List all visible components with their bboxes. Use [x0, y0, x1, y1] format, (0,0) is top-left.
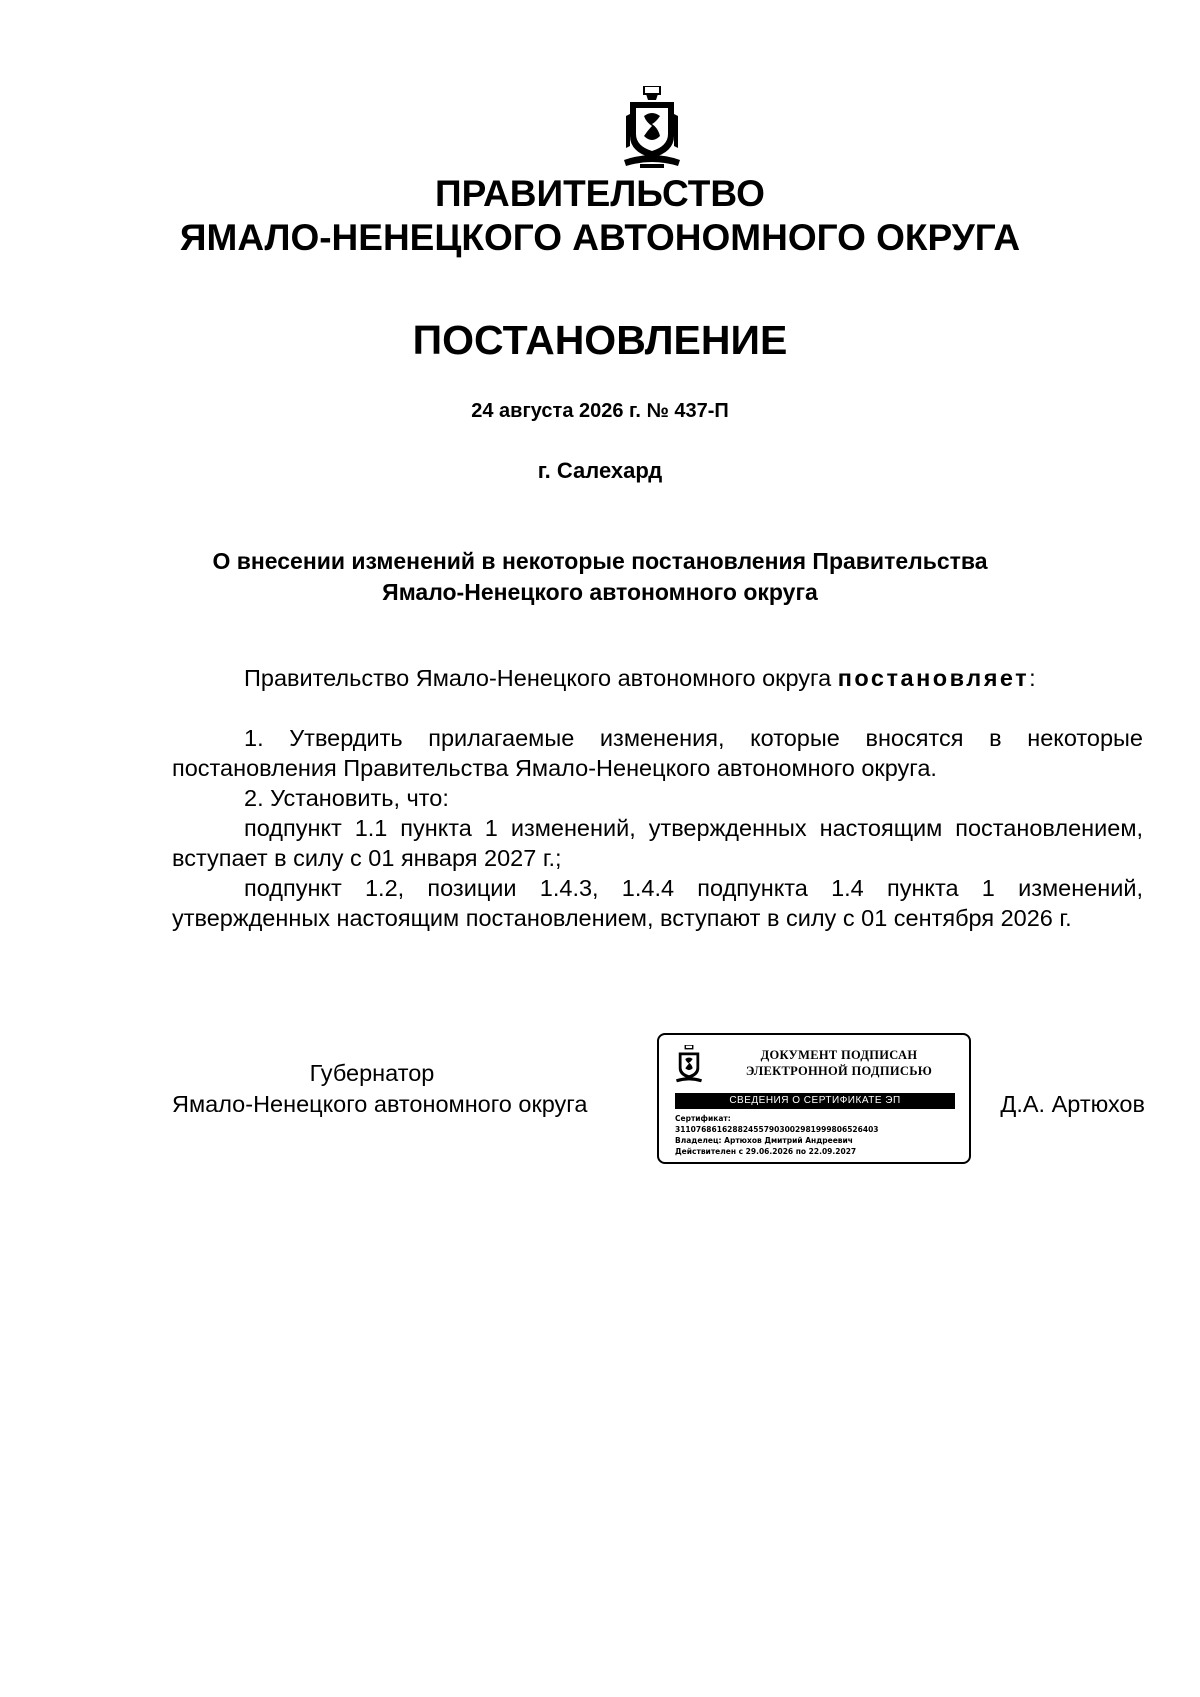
- stamp-title-line2: ЭЛЕКТРОННОЙ ПОДПИСЬЮ: [745, 1064, 933, 1078]
- coat-of-arms-icon: [622, 86, 682, 172]
- stamp-certificate-details: [675, 1113, 965, 1157]
- stamp-certificate-label: Сертификат:: [675, 1114, 731, 1123]
- preamble-text: Правительство Ямало-Ненецкого автономного округа: [244, 665, 838, 691]
- item-1: 1. Утвердить прилагаемые изменения, которые вносятся в некоторые постановления Правительства Ямало-Ненецкого автономного округа.: [172, 725, 1143, 781]
- item-2-sub-1: подпункт 1.1 пункта 1 изменений, утвержденных настоящим постановлением, вступает в силу с 01 января 2027 г.;: [172, 815, 1143, 871]
- document-city: г. Салехард: [537, 458, 663, 483]
- item-2-sub-2: подпункт 1.2, позиции 1.4.3, 1.4.4 подпункта 1.4 пункта 1 изменений, утвержденных настоящим постановлением, вступают в силу с 01 сентября 2026 г.: [172, 875, 1143, 931]
- government-title-line1: ПРАВИТЕЛЬСТВО: [435, 173, 765, 214]
- document-date-number: 24 августа 2026 г. № 437-П: [471, 400, 729, 422]
- preamble-verb: постановляет: [837, 665, 1030, 691]
- stamp-certificate-value: 311076861628824557903002981999806526403: [675, 1125, 879, 1134]
- signer-position-line1: Губернатор: [309, 1060, 435, 1086]
- stamp-owner: Владелец: Артюхов Дмитрий Андреевич: [675, 1136, 853, 1145]
- document-subject: [150, 546, 1050, 608]
- coat-of-arms-icon: [675, 1045, 703, 1085]
- document-subject-line1: О внесении изменений в некоторые постановления Правительства: [212, 548, 988, 574]
- signer-name: Д.А. Артюхов: [1000, 1091, 1145, 1117]
- document-subject-line2: Ямало-Ненецкого автономного округа: [382, 579, 818, 605]
- signer-position: [172, 1058, 642, 1120]
- document-body: [172, 663, 1143, 933]
- item-2: 2. Установить, что:: [244, 785, 449, 811]
- electronic-signature-stamp: [657, 1033, 971, 1164]
- signer-position-line2: Ямало-Ненецкого автономного округа: [172, 1091, 588, 1117]
- preamble: [172, 663, 1143, 693]
- government-title: [100, 172, 1100, 260]
- stamp-certificate-bar: СВЕДЕНИЯ О СЕРТИФИКАТЕ ЭП: [675, 1093, 955, 1109]
- government-title-line2: ЯМАЛО-НЕНЕЦКОГО АВТОНОМНОГО ОКРУГА: [179, 217, 1021, 258]
- document-type: ПОСТАНОВЛЕНИЕ: [412, 317, 788, 363]
- preamble-end: :: [1029, 665, 1036, 691]
- stamp-title: [719, 1047, 959, 1079]
- stamp-validity: Действителен с 29.06.2026 по 22.09.2027: [675, 1147, 857, 1156]
- stamp-title-line1: ДОКУМЕНТ ПОДПИСАН: [760, 1048, 918, 1062]
